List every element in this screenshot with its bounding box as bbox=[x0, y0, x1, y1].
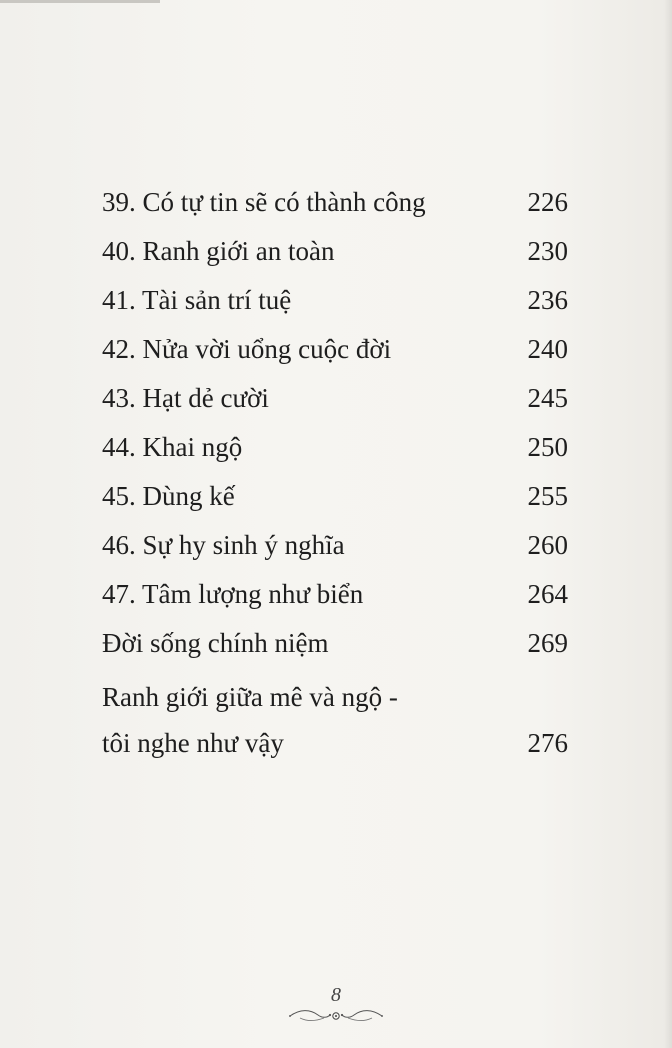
toc-entry-title bbox=[102, 674, 398, 766]
top-rule bbox=[0, 0, 160, 3]
table-of-contents bbox=[102, 178, 568, 766]
toc-entry-page: 255 bbox=[527, 481, 568, 511]
toc-entry-page: 264 bbox=[527, 579, 568, 609]
toc-entry-title: 44. Khai ngộ bbox=[102, 432, 243, 462]
toc-entry-title: 40. Ranh giới an toàn bbox=[102, 236, 335, 266]
toc-entry-page: 245 bbox=[527, 383, 568, 413]
toc-entry-title: 47. Tâm lượng như biển bbox=[102, 579, 364, 609]
toc-entry-page: 250 bbox=[527, 432, 568, 462]
page-edge-shadow bbox=[664, 0, 672, 1048]
toc-entry bbox=[102, 570, 568, 619]
flourish-ornament-icon bbox=[286, 1007, 386, 1025]
toc-entry-page: 226 bbox=[527, 187, 568, 217]
toc-entry-title-line: tôi nghe như vậy bbox=[102, 728, 284, 758]
toc-entry-title-line: Ranh giới giữa mê và ngộ - bbox=[102, 682, 398, 712]
toc-entry bbox=[102, 619, 568, 668]
toc-entry-title: 42. Nửa vời uổng cuộc đời bbox=[102, 334, 392, 364]
toc-entry-title: 43. Hạt dẻ cười bbox=[102, 383, 269, 413]
page-footer bbox=[0, 985, 672, 1025]
page-number: 8 bbox=[331, 984, 341, 1006]
toc-entry-title: Đời sống chính niệm bbox=[102, 628, 329, 658]
toc-entry-page: 276 bbox=[527, 728, 568, 758]
toc-entry-title: 46. Sự hy sinh ý nghĩa bbox=[102, 530, 345, 560]
toc-entry-page: 236 bbox=[527, 285, 568, 315]
toc-entry bbox=[102, 374, 568, 423]
toc-entry-title: 41. Tài sản trí tuệ bbox=[102, 285, 292, 315]
toc-entry bbox=[102, 178, 568, 227]
toc-entry-page: 260 bbox=[527, 530, 568, 560]
toc-entry bbox=[102, 472, 568, 521]
toc-entry bbox=[102, 276, 568, 325]
toc-entry bbox=[102, 521, 568, 570]
toc-entry bbox=[102, 423, 568, 472]
toc-entry-page: 230 bbox=[527, 236, 568, 266]
toc-entry-title: 39. Có tự tin sẽ có thành công bbox=[102, 187, 426, 217]
toc-entry bbox=[102, 227, 568, 276]
toc-entry bbox=[102, 674, 568, 766]
toc-entry-page: 269 bbox=[527, 628, 568, 658]
toc-entry-title: 45. Dùng kế bbox=[102, 481, 235, 511]
toc-entry bbox=[102, 325, 568, 374]
toc-entry-page: 240 bbox=[527, 334, 568, 364]
